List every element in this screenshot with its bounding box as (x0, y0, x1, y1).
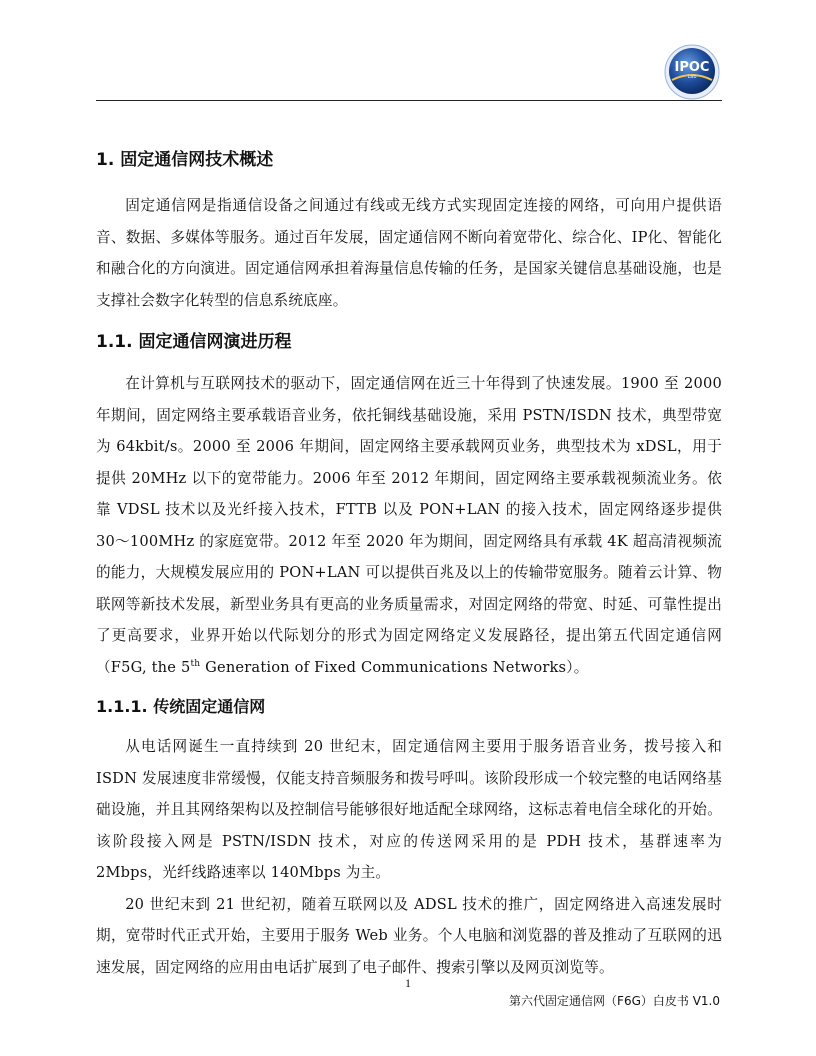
section-1-1-1-paragraph-1: 从电话网诞生一直持续到 20 世纪末，固定通信网主要用于服务语音业务，拨号接入和 ISDN 发展速度非常缓慢，仅能支持音频服务和拨号呼叫。该阶段形成一个较完整的电话网络基础设施，并且其网络架构以及控制信号能够很好地适配全球网络，这标志着电信全球化的开始。该阶段接入网是 PSTN/ISDN 技术，对应的传送网采用的是 PDH 技术，基群速率为 2Mbps，光纤线路速率以 140Mbps 为主。 (96, 738, 722, 881)
section-1-1-paragraph (96, 368, 722, 683)
ordinal-superscript: th (190, 658, 201, 669)
ipoc-logo (664, 44, 720, 100)
section-1-1-text-tail: Generation of Fixed Communications Networks）。 (200, 658, 589, 676)
document-body (96, 142, 722, 983)
section-1-heading: 1. 固定通信网技术概述 (96, 150, 274, 170)
header-divider (96, 100, 722, 101)
logo-subtext: Lab (687, 74, 697, 80)
logo-text: IPOC (674, 60, 710, 75)
section-1-paragraph: 固定通信网是指通信设备之间通过有线或无线方式实现固定连接的网络，可向用户提供语音、数据、多媒体等服务。通过百年发展，固定通信网不断向着宽带化、综合化、IP化、智能化和融合化的方向演进。固定通信网承担着海量信息传输的任务，是国家关键信息基础设施，也是支撑社会数字化转型的信息系统底座。 (96, 197, 722, 309)
section-1-1-1-paragraph-2: 20 世纪末到 21 世纪初，随着互联网以及 ADSL 技术的推广，固定网络进入高速发展时期，宽带时代正式开始，主要用于服务 Web 业务。个人电脑和浏览器的普及推动了互联网的迅速发展，固定网络的应用由电话扩展到了电子邮件、搜索引擎以及网页浏览等。 (96, 895, 722, 976)
section-1-1-heading: 1.1. 固定通信网演进历程 (96, 332, 292, 352)
footer-document-title: 第六代固定通信网（F6G）白皮书 V1.0 (509, 994, 720, 1008)
page-number: 1 (405, 976, 411, 990)
section-1-1-text: 在计算机与互联网技术的驱动下，固定通信网在近三十年得到了快速发展。1900 至 2000 年期间，固定网络主要承载语音业务，依托铜线基础设施，采用 PSTN/ISDN 技术，典型带宽为 64kbit/s。2000 至 2006 年期间，固定网络主要承载网页业务，典型技术为 xDSL，用于提供 20MHz 以下的宽带能力。2006 年至 2012 年期间，固定网络主要承载视频流业务。依靠 VDSL 技术以及光纤接入技术，FTTB 以及 PON+LAN 的接入技术，固定网络逐步提供 30～100MHz 的家庭宽带。2012 年至 2020 年为期间，固定网络具有承载 4K 超高清视频流的能力，大规模发展应用的 PON+LAN 可以提供百兆及以上的传输带宽服务。随着云计算、物联网等新技术发展，新型业务具有更高的业务质量需求，对固定网络的带宽、时延、可靠性提出了更高要求，业界开始以代际划分的形式为固定网络定义发展路径，提出第五代固定通信网（F5G, the 5 (96, 375, 722, 676)
section-1-1-1-heading: 1.1.1. 传统固定通信网 (96, 697, 266, 716)
